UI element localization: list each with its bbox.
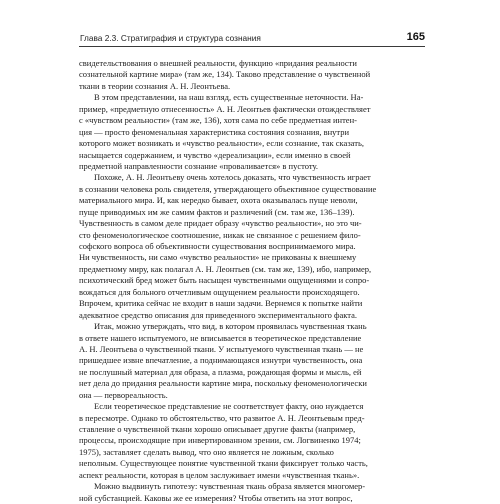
text-line: ткани в теории сознания А. Н. Леонтьева. xyxy=(79,80,231,91)
text-line: насыщается содержанием, и чувство «дереализации», если именно в своей xyxy=(79,149,351,160)
text-line: ставление о чувственной ткани хорошо описывает другие факты (например, xyxy=(79,424,356,434)
text-line: ция — просто феноменальная характеристика состояния сознания, внутри xyxy=(79,126,350,137)
text-line: предметному миру, как полагал А. Н. Леонтьев (см. там же, 139), ибо, например, xyxy=(79,263,372,274)
text-line: Чувственность в самом деле придает образу «чувство реальности», но это чи- xyxy=(79,218,362,229)
text-line: вождаться для больного отчетливым ощущением реальности происходящего. xyxy=(79,286,360,297)
text-line: ной субстанцией. Каковы же ее измерения? Чтобы ответить на этот вопрос, xyxy=(79,492,353,503)
text-line: адекватное средство описания для приведенного экспериментального факта. xyxy=(79,309,357,320)
text-line: Если теоретическое представление не соответствует факту, оно нуждается xyxy=(94,401,364,412)
text-line: в сознании человека роль свидетеля, утверждающего объективное существование xyxy=(79,183,377,194)
text-line: она — первореальность. xyxy=(79,389,168,400)
text-line: 1975), заставляет сделать вывод, что оно является не ложным, сколько xyxy=(79,446,334,457)
chapter-title: Глава 2.3. Стратиграфия и структура сознания xyxy=(80,33,261,43)
text-line: сознательной картине мира» (там же, 134). Таково представление о чувственной xyxy=(79,69,371,80)
text-line: Похоже, А. Н. Леонтьеву очень хотелось доказать, что чувственность играет xyxy=(94,172,371,183)
text-line: пуще приводимых им же самим фактов и различений (см. там же, 136–139). xyxy=(79,206,355,217)
text-line: не послушный материал для образа, а плазма, рождающая формы и мысль, ей xyxy=(79,366,362,377)
text-line: которого может возникать и «чувство реальности», если сознание, так сказать, xyxy=(79,138,364,149)
text-line: В этом представлении, на наш взгляд, есть существенные неточности. На- xyxy=(94,92,364,103)
text-line: свидетельствования о внешней реальности, функцию «придания реальности xyxy=(79,58,357,68)
text-line: Ни чувственность, ни само «чувство реальности» не прикованы к внешнему xyxy=(79,252,357,263)
text-line: предметной направленности сознание «проваливается» в пустоту. xyxy=(79,160,318,171)
page-number: 165 xyxy=(406,31,425,43)
text-line: пришедшее извне впечатление, а поднимающаяся изнутри чувственность, она xyxy=(79,355,363,366)
text-line: в ответе нашего испытуемого, не вписывается в теоретическое представление xyxy=(79,332,362,343)
text-line: сто феноменологическое соотношение, никак не связанное с решением фило- xyxy=(79,229,361,240)
text-line: софского вопроса об объективности существования воспринимаемого мира. xyxy=(79,241,356,251)
text-line: аспект реальности, которая в целом заслуживает имени «чувственная ткань». xyxy=(79,469,360,480)
text-line: в пересмотре. Однако то обстоятельство, что развитое А. Н. Леонтьевым пред- xyxy=(79,412,365,423)
text-line: Впрочем, критика сейчас не входит в наши задачи. Вернемся к попытке найти xyxy=(79,298,363,309)
text-line: нет дела до придания реальности картине мира, поскольку феноменологически xyxy=(79,378,367,389)
text-line: психотический бред может быть насыщен чувственными ощущениями и сопро- xyxy=(79,275,370,286)
text-line: А. Н. Леонтьева о чувственной ткани. У испытуемого чувственная ткань — не xyxy=(79,343,364,354)
text-line: процессы, происходящие при инвертированном зрении, см. Логвиненко 1974; xyxy=(79,435,361,446)
text-line: Можно выдвинуть гипотезу: чувственная ткань образа является многомер- xyxy=(94,481,366,492)
text-line: неполным. Существующее понятие чувственной ткани фиксирует только часть, xyxy=(79,458,368,469)
running-header xyxy=(79,32,425,47)
text-line: материального мира. И, как нередко бывает, охота оказывалась пуще неволи, xyxy=(79,195,358,206)
text-line: с «чувством реальности» (там же, 136), хотя сама по себе предметная интен- xyxy=(79,115,357,126)
body-text xyxy=(79,58,425,504)
text-line: Итак, можно утверждать, что вид, в котором проявилась чувственная ткань xyxy=(94,321,367,332)
text-line: пример, «предметную отнесенность» А. Н. Леонтьев фактически отождествляет xyxy=(79,103,371,114)
